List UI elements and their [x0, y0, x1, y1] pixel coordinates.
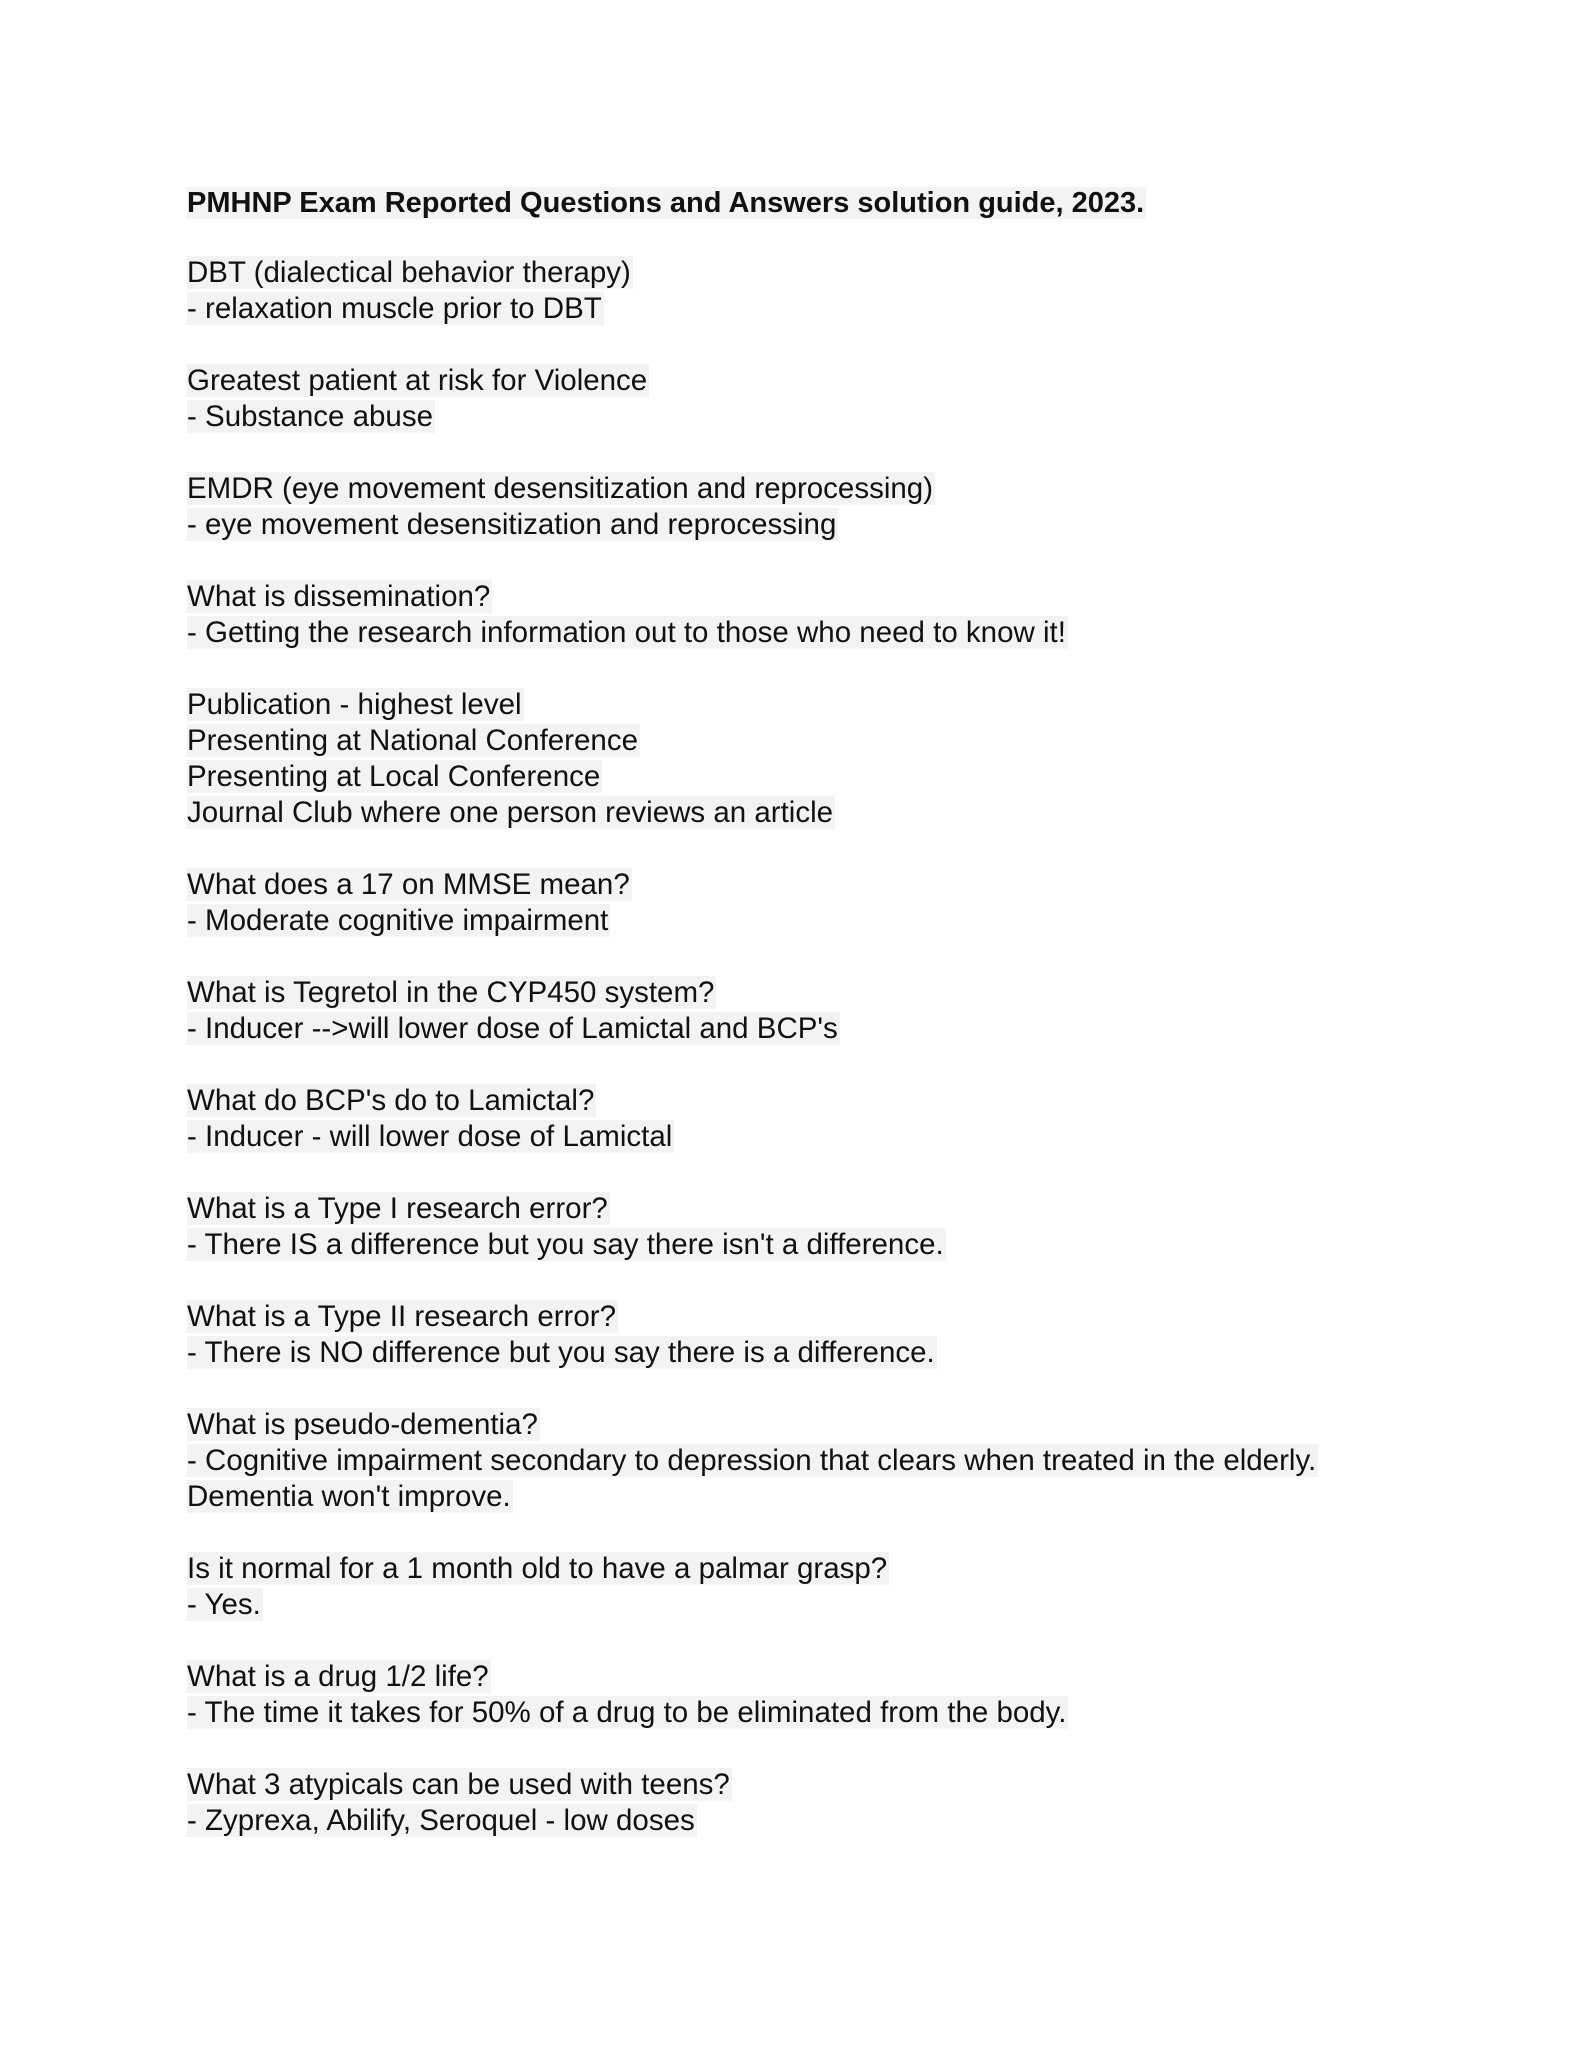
document-page	[187, 185, 1437, 1875]
qa-answer: - Inducer -->will lower dose of Lamictal and BCP's	[187, 1012, 838, 1045]
qa-block-dissemination-levels	[187, 687, 1437, 831]
qa-answer: - The time it takes for 50% of a drug to be eliminated from the body.	[187, 1696, 1067, 1729]
qa-block-atypicals	[187, 1767, 1437, 1839]
document-title	[187, 185, 1437, 221]
qa-block-type-i-error	[187, 1191, 1437, 1263]
qa-question: What is pseudo-dementia?	[187, 1408, 538, 1441]
qa-answer: - Inducer - will lower dose of Lamictal	[187, 1120, 673, 1153]
list-item: Journal Club where one person reviews an article	[187, 796, 834, 829]
qa-question: What is dissemination?	[187, 580, 491, 613]
list-item: Presenting at Local Conference	[187, 760, 601, 793]
qa-block-bcp	[187, 1083, 1437, 1155]
list-item: Presenting at National Conference	[187, 724, 638, 757]
qa-answer: - eye movement desensitization and reprocessing	[187, 508, 837, 541]
qa-question: What is a drug 1/2 life?	[187, 1660, 489, 1693]
qa-block-dissemination	[187, 579, 1437, 651]
qa-block-emdr	[187, 471, 1437, 543]
qa-answer: - Cognitive impairment secondary to depression that clears when treated in the elderly.	[187, 1444, 1317, 1477]
qa-question: What is a Type I research error?	[187, 1192, 608, 1225]
qa-answer: - relaxation muscle prior to DBT	[187, 292, 602, 325]
qa-answer: - There IS a difference but you say there isn't a difference.	[187, 1228, 944, 1261]
qa-block-mmse	[187, 867, 1437, 939]
qa-answer: - Getting the research information out to those who need to know it!	[187, 616, 1066, 649]
qa-block-violence	[187, 363, 1437, 435]
qa-block-palmar-grasp	[187, 1551, 1437, 1623]
qa-block-tegretol	[187, 975, 1437, 1047]
qa-block-dbt	[187, 255, 1437, 327]
title-text: PMHNP Exam Reported Questions and Answers solution guide, 2023.	[187, 187, 1145, 219]
qa-question: Greatest patient at risk for Violence	[187, 364, 648, 397]
qa-answer: - There is NO difference but you say there is a difference.	[187, 1336, 935, 1369]
qa-question: DBT (dialectical behavior therapy)	[187, 256, 631, 289]
qa-answer: - Yes.	[187, 1588, 261, 1621]
qa-block-type-ii-error	[187, 1299, 1437, 1371]
qa-question: What 3 atypicals can be used with teens?	[187, 1768, 730, 1801]
qa-answer: - Substance abuse	[187, 400, 433, 433]
qa-question: What do BCP's do to Lamictal?	[187, 1084, 595, 1117]
qa-answer: - Zyprexa, Abilify, Seroquel - low doses	[187, 1804, 695, 1837]
qa-block-pseudo-dementia	[187, 1407, 1437, 1515]
qa-question: Is it normal for a 1 month old to have a palmar grasp?	[187, 1552, 888, 1585]
qa-question: EMDR (eye movement desensitization and reprocessing)	[187, 472, 934, 505]
qa-question: What is a Type II research error?	[187, 1300, 617, 1333]
qa-answer: - Moderate cognitive impairment	[187, 904, 609, 937]
qa-block-half-life	[187, 1659, 1437, 1731]
qa-answer-continued: Dementia won't improve.	[187, 1480, 511, 1513]
list-item: Publication - highest level	[187, 688, 522, 721]
qa-question: What is Tegretol in the CYP450 system?	[187, 976, 715, 1009]
qa-question: What does a 17 on MMSE mean?	[187, 868, 630, 901]
